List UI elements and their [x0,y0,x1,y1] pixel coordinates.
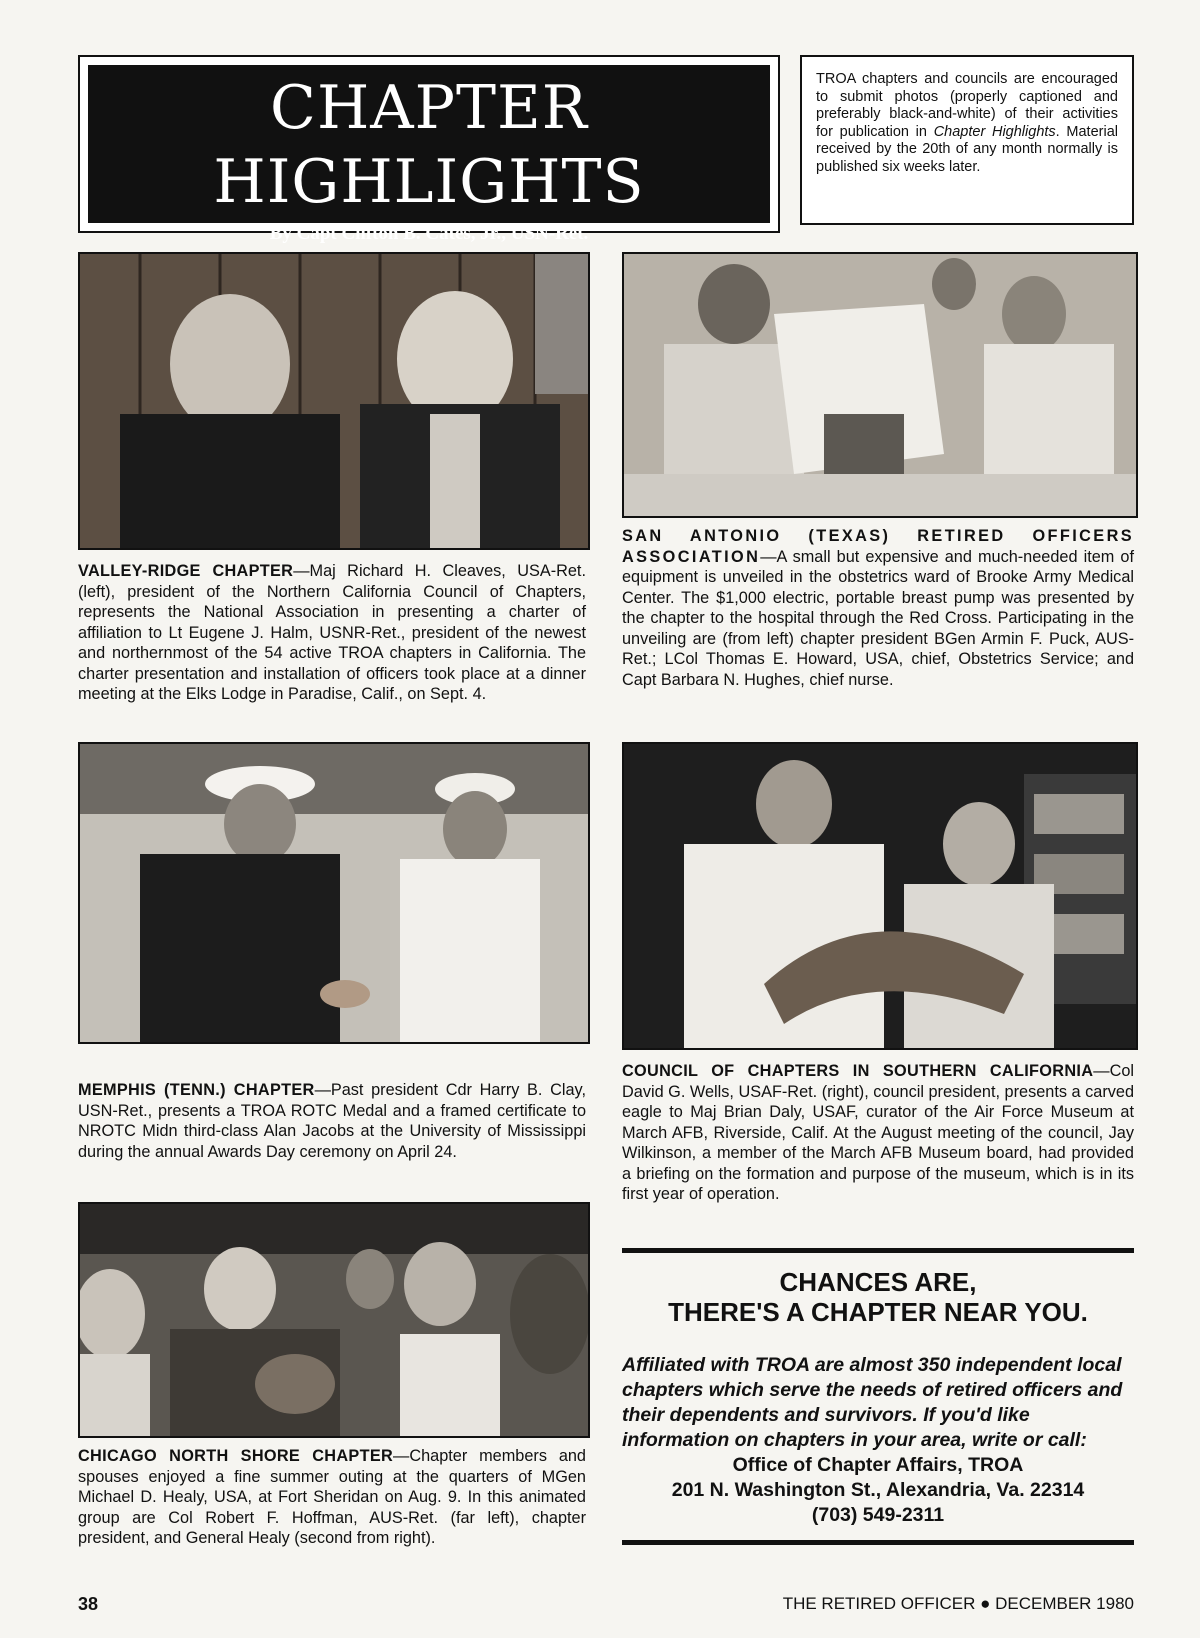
caption-chicago-north-shore [78,1446,586,1549]
masthead-banner [88,65,770,244]
publication-name: THE RETIRED OFFICER [782,1594,976,1613]
ad-headline-2: THERE'S A CHAPTER NEAR YOU. [668,1297,1088,1327]
photo-council-southern-california [622,742,1138,1050]
photo-valley-ridge [78,252,590,550]
chapter-ad [622,1248,1134,1545]
ad-headline-1: CHANCES ARE, [779,1267,977,1297]
masthead-title: CHAPTER HIGHLIGHTS [213,73,645,217]
caption-san-antonio [622,526,1134,690]
note-text-emphasis: Chapter Highlights [933,123,1056,140]
caption-head: CHICAGO NORTH SHORE CHAPTER [78,1447,394,1465]
caption-council-southern-california [622,1061,1134,1205]
page-number: 38 [78,1594,99,1614]
submission-note [800,55,1134,225]
note-text-a: TROA chapters and councils are encouraged to submit photos (properly captioned and preferably black-and-white) of their activities for publication in [816,71,1118,140]
photo-chicago-north-shore [78,1202,590,1438]
photo-san-antonio [622,252,1138,518]
caption-body: —Maj Richard H. Cleaves, USA-Ret. (left), president of the Northern California Council of Chapters, represents the National Association in presenting a charter of affiliation to Lt Eugene J. Halm, USNR-Ret., president of the newest and northernmost of the 54 active TROA chapters in California. The charter presentation and installation of officers took place at a dinner meeting at the Elks Lodge in Paradise, Calif., on Sept. 4. [78,562,586,703]
ad-phone: (703) 549-2311 [811,1504,945,1526]
masthead-byline: By Capt Clifton B. Cates, Jr., USN-Ret. [269,223,589,244]
caption-head: MEMPHIS (TENN.) CHAPTER [78,1081,315,1099]
bullet-separator: ● [980,1594,996,1613]
ad-address: 201 N. Washington St., Alexandria, Va. 22314 [671,1479,1085,1501]
caption-body: —Chapter members and spouses enjoyed a fine summer outing at the quarters of MGen Michael D. Healy, USA, at Fort Sheridan on Aug. 9. In this animated group are Col Robert F. Hoffman, AUS-Ret. (far left), chapter president, and General Healy (second from right). [78,1447,586,1547]
running-footer [783,1594,1134,1614]
caption-body: —Col David G. Wells, USAF-Ret. (right), council president, presents a carved eagle to Maj Brian Daly, USAF, curator of the Air Force Museum at March AFB, Riverside, Calif. At the August meeting of the council, Jay Wilkinson, a member of the March AFB Museum board, had provided a briefing on the formation and purpose of the museum, which is in its first year of operation. [622,1062,1134,1203]
caption-memphis [78,1080,586,1162]
caption-body: —Past president Cdr Harry B. Clay, USN-Ret., presents a TROA ROTC Medal and a framed certificate to NROTC Midn third-class Alan Jacobs at the University of Mississippi during the annual Awards Day ceremony on April 24. [78,1081,586,1161]
caption-head: VALLEY-RIDGE CHAPTER [78,562,294,580]
note-text-b: . Material received by the 20th of any month normally is published six weeks later. [816,123,1118,175]
ad-body: Affiliated with TROA are almost 350 independent local chapters which serve the needs of retired officers and their dependents and survivors. If you'd like information on chapters in your area, write or call: [622,1354,1123,1451]
caption-head: SAN ANTONIO (TEXAS) RETIRED OFFICERS ASSOCIATION [622,527,1134,566]
ad-bottom-rule [622,1540,1134,1545]
caption-valley-ridge [78,561,586,705]
ad-top-rule [622,1248,1134,1253]
ad-office: Office of Chapter Affairs, TROA [732,1454,1024,1476]
issue-date: DECEMBER 1980 [995,1594,1134,1613]
caption-head: COUNCIL OF CHAPTERS IN SOUTHERN CALIFORNIA [622,1062,1094,1080]
caption-body: —A small but expensive and much-needed item of equipment is unveiled in the obstetrics ward of Brooke Army Medical Center. The $1,000 electric, portable breast pump was presented by the chapter to the hospital through the Red Cross. Participating in the unveiling are (from left) chapter president BGen Armin F. Puck, AUS-Ret.; LCol Thomas E. Howard, USA, chief, Obstetrics Service; and Capt Barbara N. Hughes, chief nurse. [622,547,1134,689]
photo-memphis [78,742,590,1044]
masthead [78,55,780,244]
